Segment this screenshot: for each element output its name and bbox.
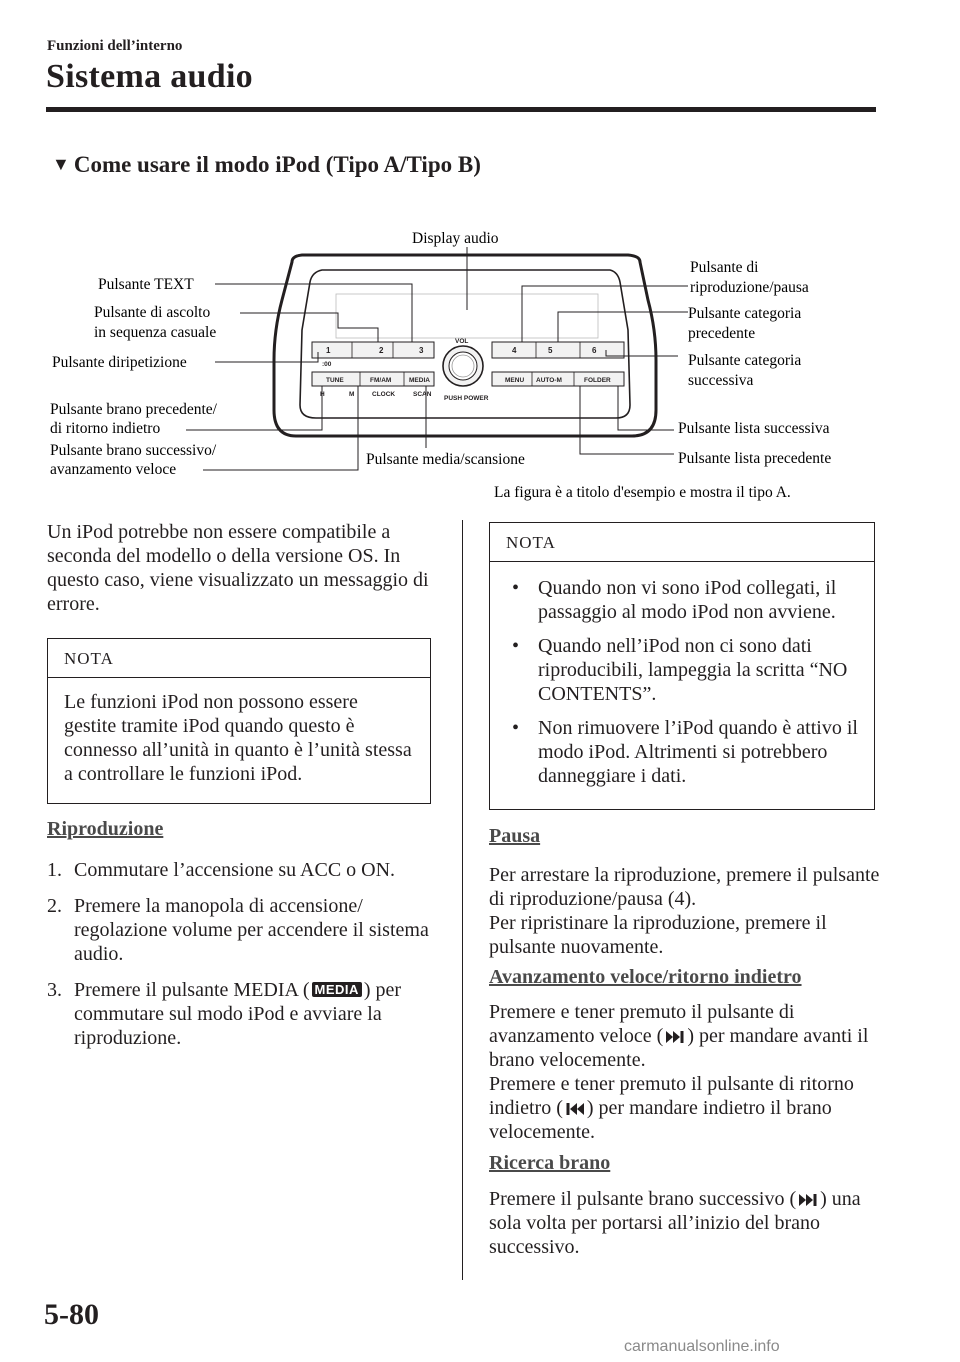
label-list-next: Pulsante lista successiva: [678, 420, 830, 437]
label-play-2: riproduzione/pausa: [690, 279, 809, 296]
note-body: [490, 562, 874, 808]
subheading-text: Come usare il modo iPod (Tipo A/Tipo B): [73, 152, 481, 177]
label-display: Display audio: [412, 230, 499, 247]
note-body: Le funzioni iPod non possono essere gestite tramite iPod quando questo è connesso all’unità in quanto è l’unità stessa a controllare le funzioni iPod.: [64, 691, 412, 785]
page-number: 5-80: [44, 1298, 99, 1331]
preset-3: 3: [419, 346, 424, 355]
pause-heading: Pausa: [489, 825, 541, 847]
pause-paragraph: Per arrestare la riproduzione, premere il pulsante di riproduzione/pausa (4). Per ripristinare la riproduzione, premere il pulsante nuovamente.: [489, 864, 880, 958]
triangle-marker-icon: ▼: [52, 154, 70, 174]
label-random-1: Pulsante di ascolto: [94, 304, 211, 321]
rewind-icon: [565, 1102, 585, 1116]
search-heading: Ricerca brano: [489, 1152, 611, 1174]
ffrew-heading: Avanzamento veloce/ritorno indietro: [489, 966, 802, 988]
preset-1: 1: [326, 346, 331, 355]
playback-heading: Riproduzione: [47, 818, 164, 840]
note-bullet: • Quando non vi sono iPod collegati, il passaggio al modo iPod non avviene.: [500, 576, 864, 624]
autom-label: AUTO-M: [536, 377, 562, 384]
intro-paragraph: Un iPod potrebbe non essere compatibile a seconda del modello o della versione OS. In questo caso, viene visualizzato un messaggio di errore.: [47, 521, 429, 615]
label-cat-next-2: successiva: [688, 372, 754, 389]
menu-label: MENU: [505, 377, 525, 384]
playback-steps: [47, 858, 442, 1062]
note-bullet: • Quando nell’iPod non ci sono dati riproducibili, lampeggia la scritta “NO CONTENTS”.: [500, 634, 864, 706]
h-label: H: [320, 391, 325, 398]
fmam-label: FM/AM: [370, 377, 392, 384]
label-next-1: Pulsante brano successivo/: [50, 442, 217, 459]
m-label: M: [349, 391, 355, 398]
label-prev-1: Pulsante brano precedente/: [50, 401, 217, 418]
note-box-left: [47, 638, 431, 804]
note-bullets: [500, 576, 864, 788]
scan-label: SCAN: [413, 391, 432, 398]
figure-caption: La figura è a titolo d'esempio e mostra il tipo A.: [494, 484, 791, 501]
push-power-label: PUSH POWER: [444, 395, 489, 402]
label-text-button: Pulsante TEXT: [98, 276, 194, 293]
preset-sub: :00: [322, 361, 332, 368]
folder-label: FOLDER: [584, 377, 611, 384]
step-1: 1. Commutare l’accensione su ACC o ON.: [47, 859, 396, 881]
page-title: Sistema audio: [46, 58, 253, 95]
search-paragraph: Premere il pulsante brano successivo ( ) una sola volta per portarsi all’inizio del brano successivo.: [489, 1188, 861, 1258]
label-list-prev: Pulsante lista precedente: [678, 450, 832, 467]
media-button-icon: MEDIA: [312, 982, 362, 997]
note-box-right: [489, 522, 875, 810]
note-heading: NOTA: [490, 523, 874, 562]
watermark: carmanualsonline.info: [624, 1338, 780, 1355]
tune-label: TUNE: [326, 377, 344, 384]
preset-2: 2: [379, 346, 384, 355]
label-play-1: Pulsante di: [690, 259, 759, 276]
step-3: 3. Premere il pulsante MEDIA ( MEDIA ) per commutare sul modo iPod e avviare la riproduzione.: [47, 979, 402, 1049]
note-bullet: • Non rimuovere l’iPod quando è attivo il modo iPod. Altrimenti si potrebbero danneggiare i dati.: [500, 716, 864, 788]
note-heading: NOTA: [48, 639, 430, 678]
next-track-icon: [798, 1193, 818, 1207]
label-next-2: avanzamento veloce: [50, 461, 177, 478]
preset-5: 5: [548, 346, 553, 355]
label-random-2: in sequenza casuale: [94, 324, 217, 341]
fast-forward-icon: [665, 1030, 685, 1044]
label-cat-next-1: Pulsante categoria: [688, 352, 802, 369]
audio-unit-diagram: [0, 0, 960, 510]
label-media-scan: Pulsante media/scansione: [366, 451, 525, 468]
clock-label: CLOCK: [372, 391, 396, 398]
label-cat-prev-2: precedente: [688, 325, 756, 342]
column-divider: [462, 520, 463, 1280]
label-prev-2: di ritorno indietro: [50, 420, 161, 437]
label-repeat: Pulsante diripetizione: [52, 354, 187, 371]
media-label: MEDIA: [409, 377, 430, 384]
label-cat-prev-1: Pulsante categoria: [688, 305, 802, 322]
section-kicker: Funzioni dell’interno: [47, 38, 183, 54]
preset-6: 6: [592, 346, 597, 355]
preset-4: 4: [512, 346, 517, 355]
vol-label: VOL: [455, 338, 469, 345]
step-2: 2. Premere la manopola di accensione/ regolazione volume per accendere il sistema audio.: [47, 895, 429, 965]
ffrew-paragraph: Premere e tener premuto il pulsante di avanzamento veloce ( ) per mandare avanti il brano velocemente. Premere e tener premuto il pulsante di ritorno indietro ( ) per mandare indietro il brano velocemente.: [489, 1001, 869, 1143]
